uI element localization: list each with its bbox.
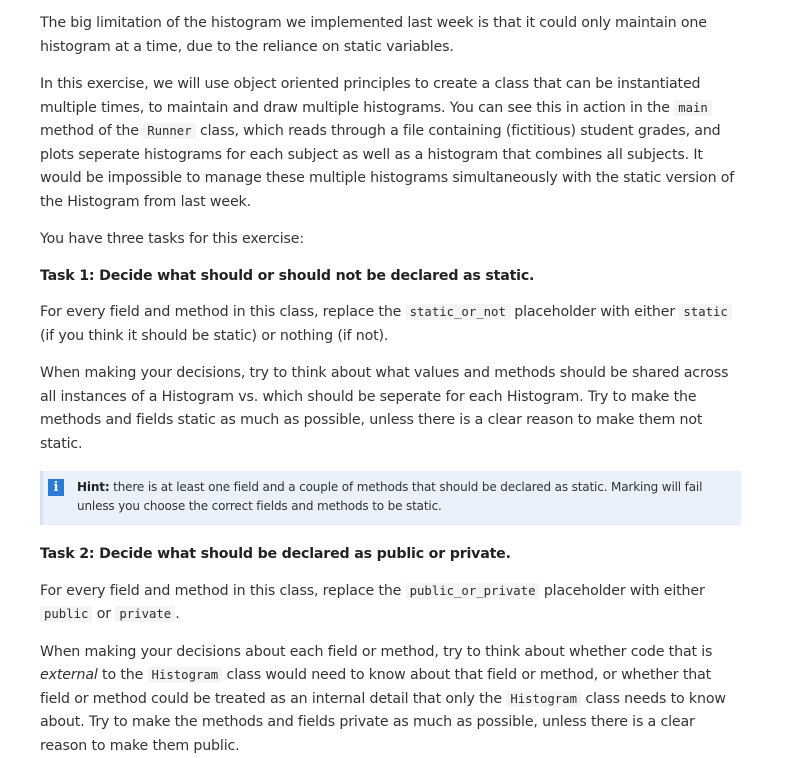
intro-text-2b: method of the xyxy=(40,123,143,139)
code-histogram-1: Histogram xyxy=(148,667,223,683)
intro-text-3: You have three tasks for this exercise: xyxy=(40,231,304,247)
task-1-text-2: When making your decisions, try to think about what values and methods should be shared across all instances of a Histogram vs. which should be seperate for each Histogram. Try to make the methods and fields static as much as possible, unless there is a clear reason to make them not static. xyxy=(40,365,728,452)
hint-body: there is at least one field and a couple of methods that should be declared as static. Marking will fail unless you choose the correct fields and methods to be static. xyxy=(77,480,702,513)
hint-callout xyxy=(40,471,741,525)
task-2-text-2b: to the xyxy=(98,667,148,683)
code-runner: Runner xyxy=(143,123,195,139)
code-main: main xyxy=(674,100,712,116)
task-2-text-c: . xyxy=(175,606,179,622)
task-1-paragraph-2 xyxy=(40,362,742,456)
emphasis-external: external xyxy=(40,667,98,683)
info-icon: i xyxy=(48,479,64,496)
task-2-text-2d: class needs to know about. Try to make the methods and fields private as much as possible, unless there is a clear reason to make them public. xyxy=(40,691,726,754)
hint-text xyxy=(77,478,731,516)
intro-text-2c: class, which reads through a file containing (fictitious) student grades, and plots seperate histograms for each subject as well as a histogram that combines all subjects. It would be impossible to manage these multiple histograms simultaneously with the static version of the Histogram from last week. xyxy=(40,123,734,210)
intro-text-1: The big limitation of the histogram we implemented last week is that it could only maintain one histogram at a time, due to the reliance on static variables. xyxy=(40,15,707,55)
task-1-paragraph-1 xyxy=(40,301,742,348)
intro-text-2a: In this exercise, we will use object oriented principles to create a class that can be instantiated multiple times, to maintain and draw multiple histograms. You can see this in action in the xyxy=(40,76,700,116)
task-2-text-or: or xyxy=(92,606,115,622)
intro-paragraph-3 xyxy=(40,228,742,252)
task-2-text-2a: When making your decisions about each field or method, try to think about whether code that is xyxy=(40,644,712,660)
code-histogram-2: Histogram xyxy=(506,691,581,707)
code-public-or-private: public_or_private xyxy=(406,583,540,599)
task-2-paragraph-2 xyxy=(40,641,742,758)
code-static-or-not: static_or_not xyxy=(406,304,510,320)
task-2-heading: Task 2: Decide what should be declared as public or private. xyxy=(40,543,742,567)
task-1-text-a: For every field and method in this class, replace the xyxy=(40,304,406,320)
code-private: private xyxy=(115,606,175,622)
code-public: public xyxy=(40,606,92,622)
intro-paragraph-2 xyxy=(40,73,742,214)
task-2-paragraph-1 xyxy=(40,580,742,627)
intro-paragraph-1 xyxy=(40,12,742,59)
task-2-text-2c: class would need to know about that field or method, or whether that field or method could be treated as an internal detail that only the xyxy=(40,667,711,707)
hint-label: Hint: xyxy=(77,480,110,494)
task-1-text-c: (if you think it should be static) or nothing (if not). xyxy=(40,328,388,344)
task-2-text-b: placeholder with either xyxy=(539,583,704,599)
task-1-text-b: placeholder with either xyxy=(510,304,680,320)
task-2-text-a: For every field and method in this class, replace the xyxy=(40,583,406,599)
exercise-description xyxy=(40,12,742,758)
code-static: static xyxy=(679,304,731,320)
task-1-heading: Task 1: Decide what should or should not be declared as static. xyxy=(40,265,742,289)
